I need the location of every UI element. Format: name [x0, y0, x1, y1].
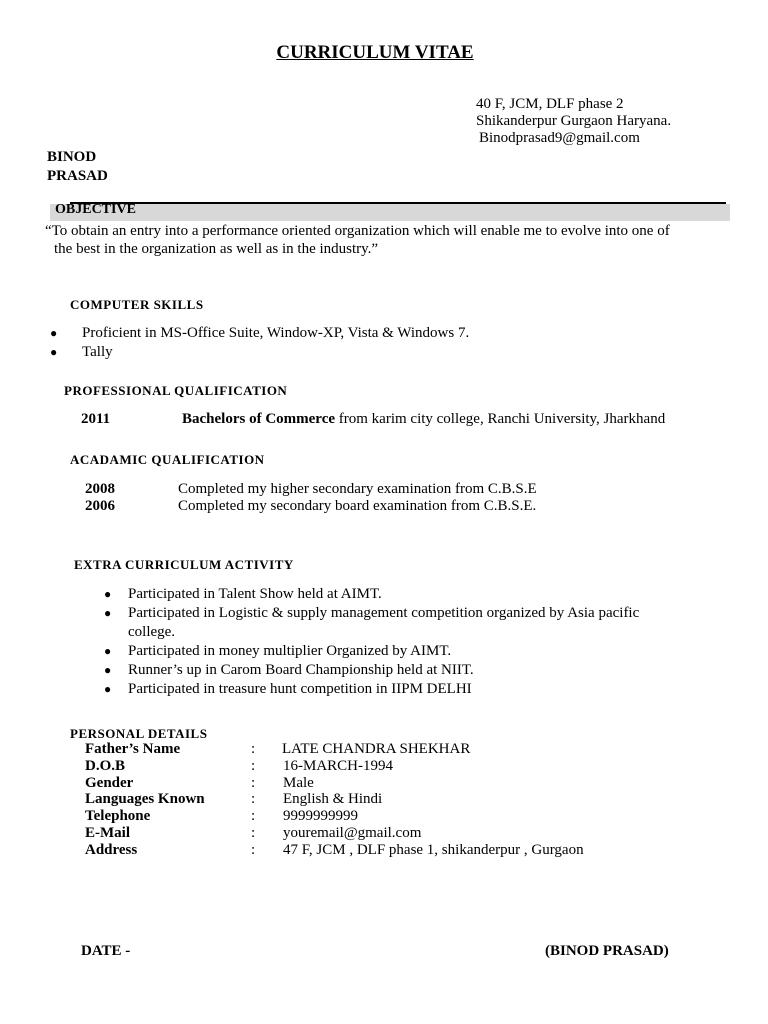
table-row	[85, 791, 645, 808]
field-value: 16-MARCH-1994	[283, 758, 394, 774]
list-item: ● Runner’s up in Carom Board Championship held at NIIT.	[104, 662, 474, 678]
field-label: D.O.B	[85, 758, 126, 774]
bullet-icon: ●	[104, 644, 112, 658]
field-colon: :	[251, 791, 256, 807]
field-label: Father’s Name	[85, 741, 181, 757]
bullet-icon: ●	[104, 587, 112, 601]
professional-year: 2011	[81, 411, 111, 427]
field-label: Languages Known	[85, 791, 205, 807]
academic-year-2: 2006	[85, 498, 115, 514]
candidate-name	[47, 148, 108, 186]
objective-heading: OBJECTIVE	[55, 202, 136, 217]
table-row	[85, 775, 645, 792]
last-name: PRASAD	[47, 168, 108, 184]
academic-qualification-heading: ACADAMIC QUALIFICATION	[70, 452, 265, 467]
first-name: BINOD	[47, 149, 97, 165]
address-line-2: Shikanderpur Gurgaon Haryana.	[476, 113, 672, 129]
bullet-icon: ●	[104, 606, 112, 620]
table-row	[85, 758, 645, 775]
bullet-icon: ●	[50, 345, 58, 359]
date-label: DATE -	[81, 943, 131, 959]
field-colon: :	[251, 825, 256, 841]
field-label: E-Mail	[85, 825, 130, 841]
list-item: ● Participated in treasure hunt competition in IIPM DELHI	[104, 681, 472, 697]
personal-details-heading: PERSONAL DETAILS	[70, 726, 208, 741]
degree-name: Bachelors of Commerce	[182, 411, 336, 427]
field-label: Telephone	[85, 808, 151, 824]
bullet-icon: ●	[50, 326, 58, 340]
field-label: Gender	[85, 775, 134, 791]
signature-name: (BINOD PRASAD)	[545, 943, 669, 959]
objective-text-line-2: the best in the organization as well as in the industry.”	[54, 241, 379, 257]
list-item: ● Participated in Talent Show held at AIMT.	[104, 586, 382, 602]
academic-text-1: Completed my higher secondary examination from C.B.S.E	[178, 481, 537, 497]
field-colon: :	[251, 842, 256, 858]
list-item: ● Proficient in MS-Office Suite, Window-XP, Vista & Windows 7.	[50, 325, 470, 341]
table-row	[85, 808, 645, 825]
list-item: ● Participated in Logistic & supply management competition organized by Asia pacific	[104, 605, 640, 621]
table-row	[85, 842, 645, 859]
computer-skills-list	[50, 324, 469, 362]
field-value: 9999999999	[283, 808, 358, 824]
professional-detail	[182, 411, 665, 428]
field-value: English & Hindi	[283, 791, 383, 807]
field-label: Address	[85, 842, 138, 858]
field-value: youremail@gmail.com	[283, 825, 422, 841]
address-email: Binodprasad9@gmail.com	[479, 130, 640, 146]
field-colon: :	[251, 758, 256, 774]
computer-skills-heading: COMPUTER SKILLS	[70, 297, 204, 312]
section-divider	[70, 202, 726, 204]
address-line-1: 40 F, JCM, DLF phase 2	[476, 96, 624, 112]
field-value: Male	[283, 775, 314, 791]
address-block	[476, 96, 671, 147]
bullet-icon: ●	[104, 663, 112, 677]
bullet-icon: ●	[104, 682, 112, 696]
objective-text-line-1: “To obtain an entry into a performance oriented organization which will enable me to evolve into one of	[45, 223, 670, 239]
table-row	[85, 741, 645, 758]
degree-detail: from karim city college, Ranchi University, Jharkhand	[335, 411, 666, 427]
field-colon: :	[251, 808, 256, 824]
professional-qualification-heading: PROFESSIONAL QUALIFICATION	[64, 383, 288, 398]
objective-heading-bar	[50, 204, 730, 221]
field-colon: :	[251, 775, 256, 791]
table-row	[85, 825, 645, 842]
academic-year-1: 2008	[85, 481, 115, 497]
list-item: ● Participated in money multiplier Organized by AIMT.	[104, 643, 452, 659]
document-title: CURRICULUM VITAE	[276, 42, 474, 63]
extra-curricular-list	[104, 585, 639, 699]
list-item: ● Tally	[50, 344, 113, 360]
list-item-continuation: college.	[128, 624, 176, 640]
field-value: LATE CHANDRA SHEKHAR	[282, 741, 471, 757]
field-value: 47 F, JCM , DLF phase 1, shikanderpur , Gurgaon	[283, 842, 584, 858]
extra-curricular-heading: EXTRA CURRICULUM ACTIVITY	[74, 557, 294, 572]
field-colon: :	[251, 741, 256, 757]
academic-text-2: Completed my secondary board examination from C.B.S.E.	[178, 498, 537, 514]
